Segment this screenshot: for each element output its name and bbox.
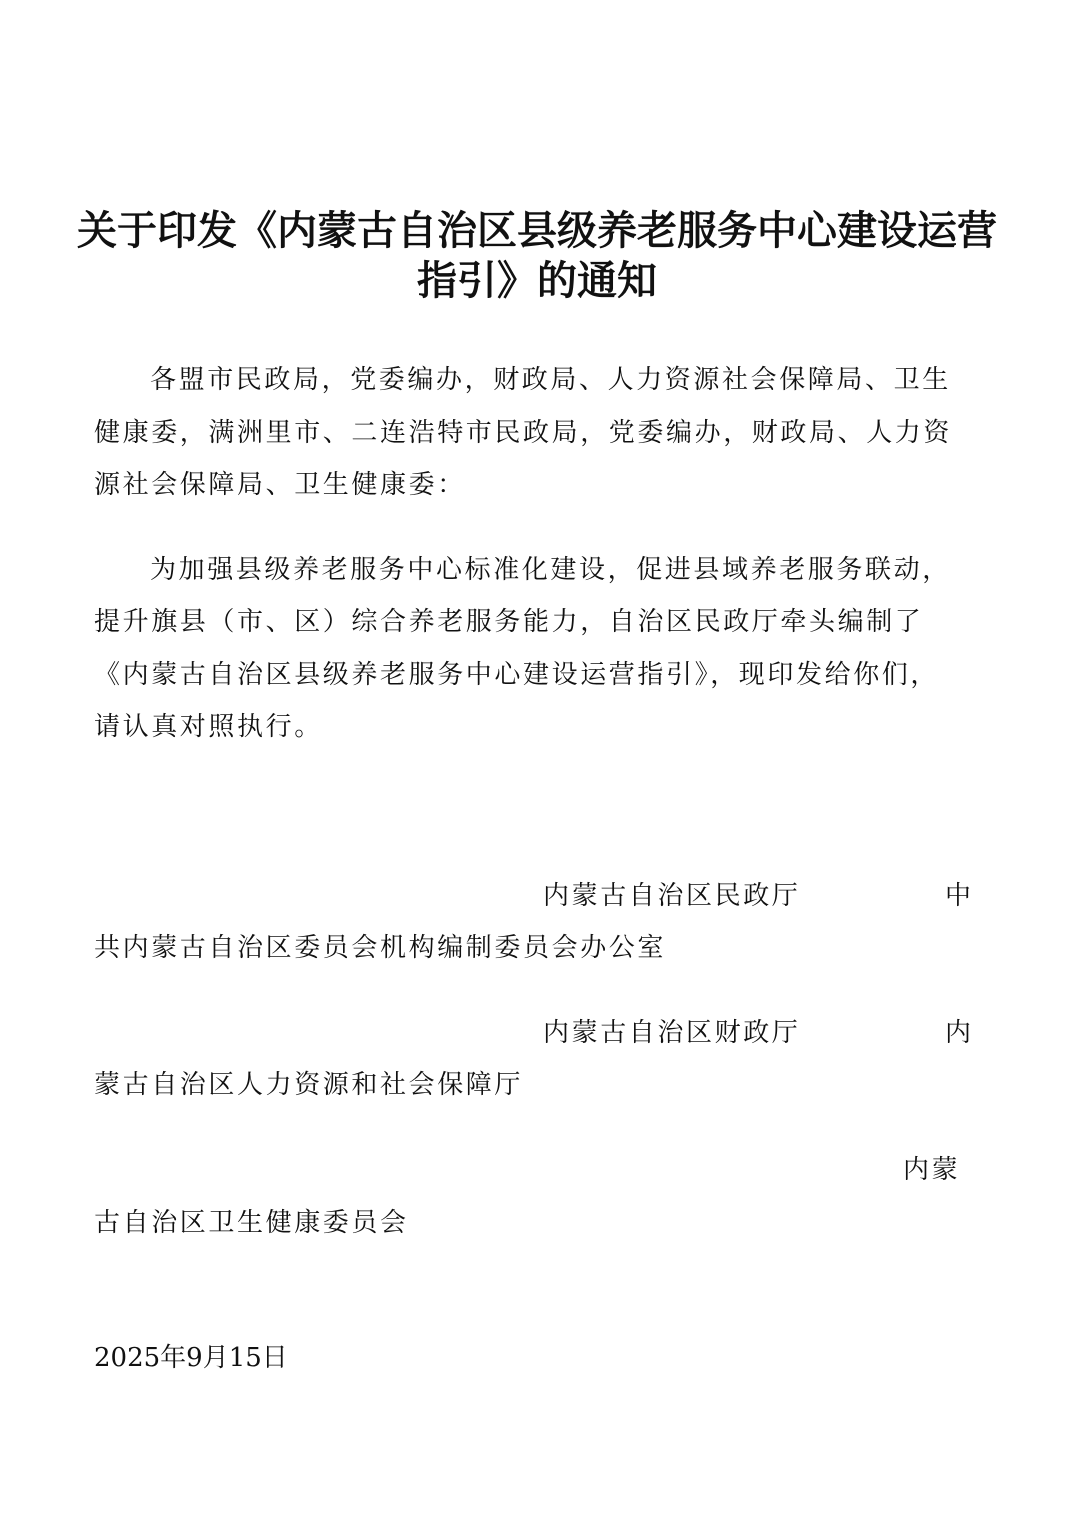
- signature-hr-start: 内: [945, 1018, 974, 1048]
- signature-committee-start: 中: [945, 881, 974, 911]
- body-line-2: 提升旗县（市、区）综合养老服务能力，自治区民政厅牵头编制了: [94, 607, 924, 637]
- signature-health-end: 古自治区卫生健康委员会: [94, 1208, 409, 1238]
- signature-hr-end: 蒙古自治区人力资源和社会保障厅: [94, 1070, 524, 1100]
- address-line-3: 源社会保障局、卫生健康委：: [94, 470, 466, 500]
- document-title-line-1: 关于印发《内蒙古自治区县级养老服务中心建设运营: [77, 208, 997, 254]
- body-line-3: 《内蒙古自治区县级养老服务中心建设运营指引》，现印发给你们，: [94, 660, 940, 690]
- document-title-line-2: 指引》的通知: [417, 258, 657, 304]
- body-line-1: 为加强县级养老服务中心标准化建设，促进县域养老服务联动，: [150, 555, 951, 585]
- signature-health-start: 内蒙: [903, 1155, 961, 1185]
- document-date: 2025年9月15日: [94, 1343, 288, 1373]
- signature-finance: 内蒙古自治区财政厅: [543, 1018, 801, 1048]
- signature-committee-end: 共内蒙古自治区委员会机构编制委员会办公室: [94, 933, 667, 963]
- signature-civil-affairs: 内蒙古自治区民政厅: [543, 881, 801, 911]
- address-line-2: 健康委，满洲里市、二连浩特市民政局，党委编办，财政局、人力资: [94, 418, 953, 448]
- body-line-4: 请认真对照执行。: [94, 712, 323, 742]
- address-line-1: 各盟市民政局，党委编办，财政局、人力资源社会保障局、卫生: [150, 365, 951, 395]
